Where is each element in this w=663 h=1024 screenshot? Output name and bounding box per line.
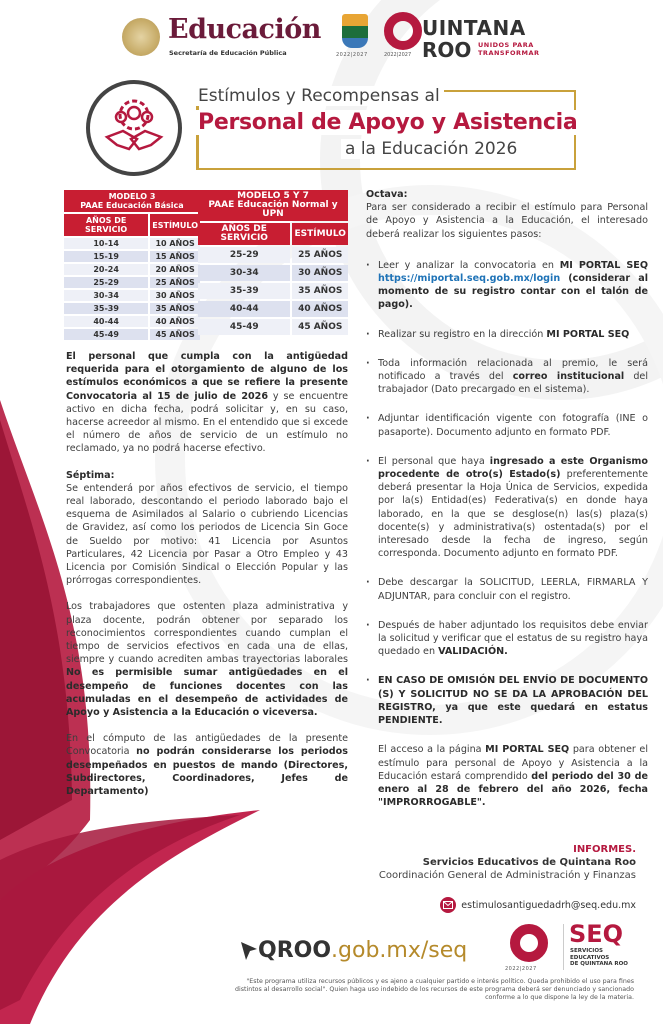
quintana-roo-shield-logo — [342, 14, 368, 48]
table-row — [198, 301, 348, 317]
stimulus-cell: 35 AÑOS — [292, 283, 348, 299]
url-bold: QROO — [258, 938, 332, 963]
stimulus-cell: 30 AÑOS — [150, 290, 200, 301]
qroo-tagline-2: TRANSFORMAR — [478, 49, 540, 57]
step-item: · Debe descargar la SOLICITUD, LEERLA, FIRMARLA Y ADJUNTAR, para concluir con el registro. — [366, 576, 648, 602]
years-of-service-cell: 40-44 — [198, 301, 290, 317]
stimulus-cell: 30 AÑOS — [292, 265, 348, 281]
contact-department: Coordinación General de Administración y Finanzas — [378, 870, 636, 881]
qroo-tagline-1: UNIDOS PARA — [478, 41, 534, 49]
contact-organization: Servicios Educativos de Quintana Roo — [422, 857, 636, 868]
mexico-seal-logo — [122, 18, 160, 56]
qroo-q-logo — [384, 12, 422, 50]
informes-label: INFORMES. — [573, 844, 636, 855]
step-item: · El personal que haya ingresado a este Organismo procedente de otro(s) Estado(s) preferentemente deberá presentar la Hoja Única de Servicios, expedida por la(s) Entidad(es) Federativa(s) en donde haya laborado, en la que se desglose(n) las(s) plaza(s) docente(s) y administrativa(s) ostentada(s) por el interesado desde la fecha de ingreso, según corresponda. Documento adjunto en formato PDF. — [366, 455, 648, 561]
stimulus-cell: 20 AÑOS — [150, 264, 200, 275]
contact-email — [420, 895, 636, 915]
table-row — [64, 238, 200, 249]
years-of-service-cell: 15-19 — [64, 251, 148, 262]
stimulus-cell: 40 AÑOS — [292, 301, 348, 317]
table-row — [64, 251, 200, 262]
years-of-service-cell: 30-34 — [64, 290, 148, 301]
table-row — [198, 283, 348, 299]
legal-disclaimer: "Este programa utiliza recursos públicos y es ajeno a cualquier partido e interés político. Queda prohibido el uso para fines distintos al desarrollo social". Quien haga uso indebido de los recursos de este programa deberá ser denunciado y sancionado conforme a lo que dispone la ley de la materia. — [234, 978, 634, 1001]
table-row — [64, 316, 200, 327]
header-logos — [122, 14, 542, 62]
step-item: · Adjuntar identificación vigente con fotografía (INE o pasaporte). Documento adjunto en formato PDF. — [366, 412, 648, 438]
step-item: · Leer y analizar la convocatoria en MI PORTAL SEQ https://miportal.seq.gob.mx/login (considerar al momento de su registro contar con el talón de pago). — [366, 259, 648, 312]
stimulus-cell: 45 AÑOS — [150, 329, 200, 340]
step-item: · Toda información relacionada al premio, le será notificado a través del correo institucional del trabajador (Dato precargado en el sistema). — [366, 357, 648, 397]
sep-logo-title: Educación — [168, 14, 321, 45]
septima-heading: Séptima: — [66, 469, 115, 481]
table-row — [64, 277, 200, 288]
stimulus-cell: 10 AÑOS — [150, 238, 200, 249]
table-row — [64, 264, 200, 275]
years-of-service-cell: 30-34 — [198, 265, 290, 281]
shield-year: 2022|2027 — [336, 52, 368, 58]
email-link[interactable]: estimulosantiguedadrh@seq.edu.mx — [461, 899, 636, 911]
years-of-service-cell: 20-24 — [64, 264, 148, 275]
steps-list — [366, 259, 648, 727]
octava-paragraph: Para ser considerado a recibir el estímulo para Personal de Apoyo y Asistencia a la Educación, el interesado deberá realizar los siguientes pasos: — [366, 202, 648, 240]
table-row — [64, 329, 200, 340]
column-header-years: AÑOS DE SERVICIO — [198, 223, 290, 245]
title-banner — [86, 78, 586, 178]
qroo-title-bottom: ROO — [422, 38, 472, 62]
envelope-icon — [440, 897, 456, 913]
stimulus-cell: 25 AÑOS — [150, 277, 200, 288]
seq-year: 2022|2027 — [505, 966, 537, 972]
qroo-tagline — [478, 41, 540, 57]
seq-divider — [563, 924, 564, 970]
table-modelo-3 — [62, 188, 202, 342]
seq-wordmark: SEQ — [569, 920, 624, 948]
stimulus-cell: 15 AÑOS — [150, 251, 200, 262]
years-of-service-cell: 35-39 — [198, 283, 290, 299]
cursor-arrow-icon — [240, 941, 258, 961]
table-row — [64, 290, 200, 301]
table-row — [64, 303, 200, 314]
column-header-years: AÑOS DE SERVICIO — [64, 214, 148, 236]
table-row — [198, 265, 348, 281]
left-column — [66, 350, 348, 811]
years-of-service-cell: 35-39 — [64, 303, 148, 314]
sep-logo-subtitle: Secretaría de Educación Pública — [169, 49, 287, 57]
command-positions-paragraph: En el cómputo de las antigüedades de la presente Convocatoria no podrán considerarse los periodos desempeñados en puestos de mando (Directores, Subdirectores, Coordinadores, Jefes de Departamento) — [66, 733, 348, 798]
qroo-title-top: UINTANA — [422, 16, 526, 40]
table-modelo-5-y-7 — [196, 188, 350, 337]
step-item: · EN CASO DE OMISIÓN DEL ENVÍO DE DOCUMENTO (S) Y SOLICITUD NO SE DA LA APROBACIÓN DEL REGISTRO, ya que este quedará en estatus PENDIENTE. — [366, 674, 648, 727]
contact-info — [360, 843, 636, 882]
right-column — [366, 188, 648, 822]
years-of-service-cell: 40-44 — [64, 316, 148, 327]
seq-logo — [505, 922, 655, 974]
teamwork-handshake-icon — [86, 80, 182, 176]
years-of-service-cell: 45-49 — [64, 329, 148, 340]
title-line-1: Estímulos y Recompensas al — [194, 86, 444, 106]
stimulus-cell: 35 AÑOS — [150, 303, 200, 314]
website-url[interactable] — [240, 938, 467, 963]
table-modelo-3-title: MODELO 3 PAAE Educación Básica — [64, 190, 200, 212]
years-of-service-cell: 25-29 — [198, 247, 290, 263]
eligibility-paragraph: El personal que cumpla con la antigüedad requerida para el otorgamiento de alguno de los estímulos económicos a que se refiere la presente Convocatoria al 15 de julio de 2026 y se encuentre activo en dicha fecha, podrá solicitar y, en su caso, hacerse acreedor al mismo. En el entendido que si excede el número de años de servicio de un estímulo no reclamado, ya no podrá hacerse efectivo. — [66, 351, 348, 455]
stimulus-cell: 25 AÑOS — [292, 247, 348, 263]
title-line-2: Personal de Apoyo y Asistencia — [198, 110, 578, 135]
dual-position-paragraph: Los trabajadores que ostenten plaza administrativa y plaza docente, podrán obtener por separado los reconocimientos correspondientes cuando cumplan el tiempo de servicios efectivos en cada una de ellas, siempre y cuando acrediten ambas trayectorias laborales No es permisible sumar antigüedades en el desempeño de funciones docentes con las acumuladas en el desempeño de actividades de Apoyo y Asistencia a la Educación o viceversa. — [66, 601, 348, 719]
title-line-3: a la Educación 2026 — [341, 139, 521, 159]
url-rest: .gob.mx/seq — [331, 938, 468, 963]
octava-heading: Octava: — [366, 189, 408, 200]
seq-q-logo — [510, 924, 548, 962]
years-of-service-cell: 10-14 — [64, 238, 148, 249]
qroo-year: 2022|2027 — [384, 52, 412, 58]
portal-link[interactable]: https://miportal.seq.gob.mx/login — [378, 273, 561, 285]
step-item: · Realizar su registro en la dirección MI PORTAL SEQ — [366, 328, 648, 341]
stimulus-cell: 40 AÑOS — [150, 316, 200, 327]
years-of-service-cell: 45-49 — [198, 319, 290, 335]
septima-paragraph: Se entenderá por años efectivos de servicio, el tiempo real laborado, descontando el periodo laborado bajo el esquema de Asimilados al Salario o cubriendo Licencias de Gravidez, así como los periodos de Licencia Sin Goce de Sueldo por motivo: 41 Licencia por Asuntos Particulares, 42 Licencia por Pasar a Otro Empleo y 43 Licencia por Comisión Sindical o Elección Popular y las prórrogas correspondientes. — [66, 482, 348, 587]
seq-subtitle: SERVICIOS EDUCATIVOS DE QUINTANA ROO — [570, 948, 628, 967]
table-row — [198, 247, 348, 263]
column-header-stimulus: ESTÍMULO — [150, 214, 200, 236]
stimulus-cell: 45 AÑOS — [292, 319, 348, 335]
table-row — [198, 319, 348, 335]
step-item: · Después de haber adjuntado los requisitos debe enviar la solicitud y verificar que el estatus de su registro haya quedado en VALIDACIÓN. — [366, 619, 648, 659]
access-period-paragraph: El acceso a la página MI PORTAL SEQ para obtener el estímulo para personal de Apoyo y Asistencia a la Educación estará comprendido del periodo del 30 de enero al 28 de febrero del año 2026, fecha "IMPRORROGABLE". — [378, 744, 648, 809]
column-header-stimulus: ESTÍMULO — [292, 223, 348, 245]
years-of-service-cell: 25-29 — [64, 277, 148, 288]
table-modelo-5-y-7-title: MODELO 5 Y 7 PAAE Educación Normal y UPN — [198, 190, 348, 221]
